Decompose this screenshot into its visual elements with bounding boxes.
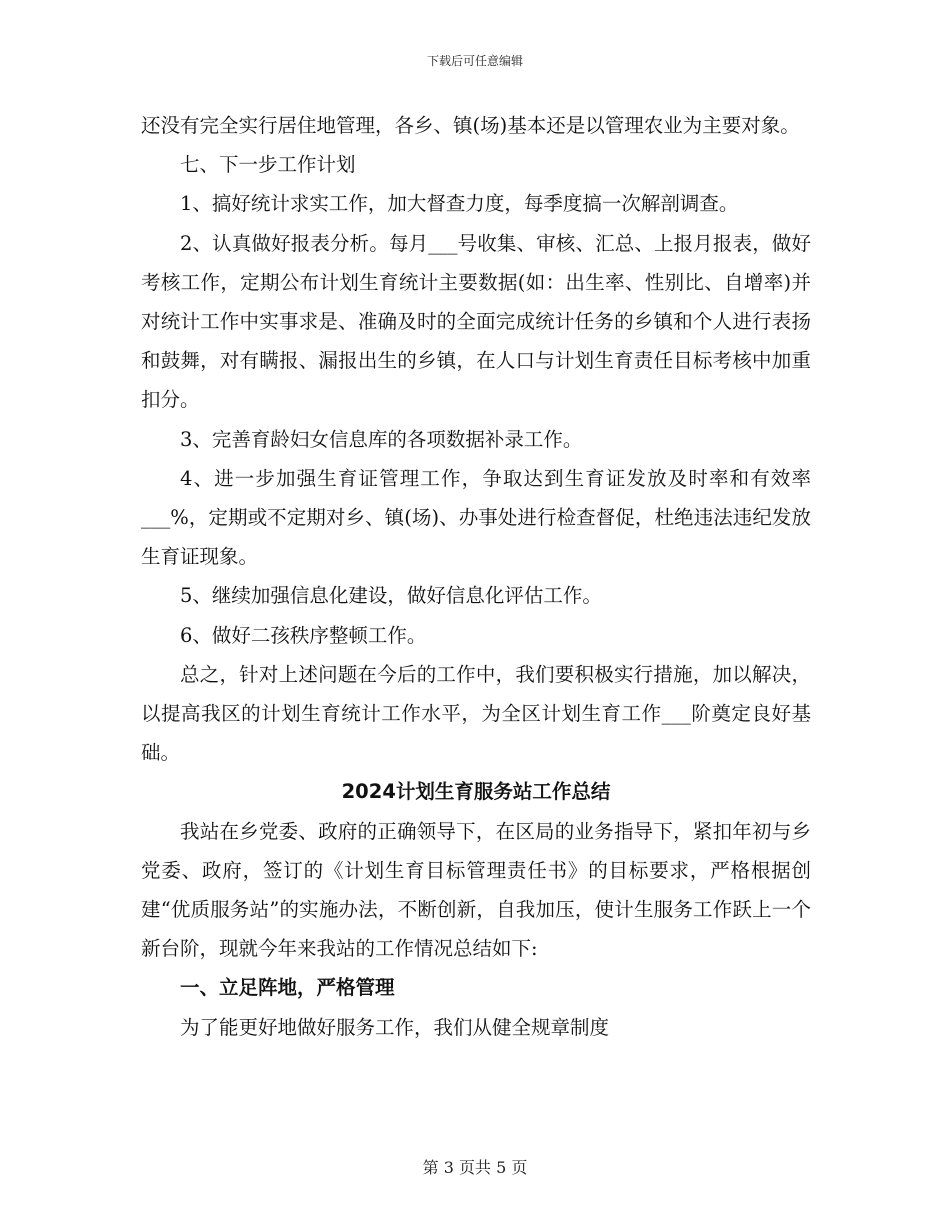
paragraph: 6、做好二孩秩序整顿工作。 — [180, 623, 427, 647]
section-heading: 七、下一步工作计划 — [180, 153, 356, 177]
paragraph: 2、认真做好报表分析。每月___号收集、审核、汇总、上报月报表，做好考核工作，定期公布计划生育统计主要数据(如：出生率、性别比、自增率)并对统计工作中实事求是、准确及时的全面完成统计任务的乡镇和个人进行表扬和鼓舞，对有瞒报、漏报出生的乡镇，在人口与计划生育责任目标考核中加重扣分。 — [141, 231, 811, 412]
paragraph: 5、继续加强信息化建设，做好信息化评估工作。 — [180, 584, 602, 608]
paragraph: 3、完善育龄妇女信息库的各项数据补录工作。 — [180, 427, 583, 451]
document-title: 2024计划生育服务站工作总结 — [341, 780, 611, 804]
paragraph: 1、搞好统计求实工作，加大督查力度，每季度搞一次解剖调查。 — [180, 192, 739, 216]
paragraph: 还没有完全实行居住地管理，各乡、镇(场)基本还是以管理农业为主要对象。 — [141, 114, 800, 137]
page-footer: 第 3 页共 5 页 — [422, 1158, 528, 1177]
paragraph: 为了能更好地做好服务工作，我们从健全规章制度 — [180, 1015, 610, 1039]
document-body — [141, 106, 811, 1047]
paragraph: 4、进一步加强生育证管理工作，争取达到生育证发放及时率和有效率___%，定期或不定期对乡、镇(场)、办事处进行检查督促，杜绝违法违纪发放生育证现象。 — [141, 466, 811, 569]
paragraph: 我站在乡党委、政府的正确领导下，在区局的业务指导下，紧扣年初与乡党委、政府，签订的《计划生育目标管理责任书》的目标要求，严格根据创建“优质服务站”的实施办法，不断创新，自我加压，使计生服务工作跃上一个新台阶，现就今年来我站的工作情况总结如下: — [141, 819, 811, 961]
page-header: 下载后可任意编辑 — [426, 54, 523, 68]
paragraph: 总之，针对上述问题在今后的工作中，我们要积极实行措施，加以解决，以提高我区的计划生育统计工作水平，为全区计划生育工作___阶奠定良好基础。 — [141, 662, 811, 765]
section-heading: 一、立足阵地，严格管理 — [180, 976, 395, 1000]
